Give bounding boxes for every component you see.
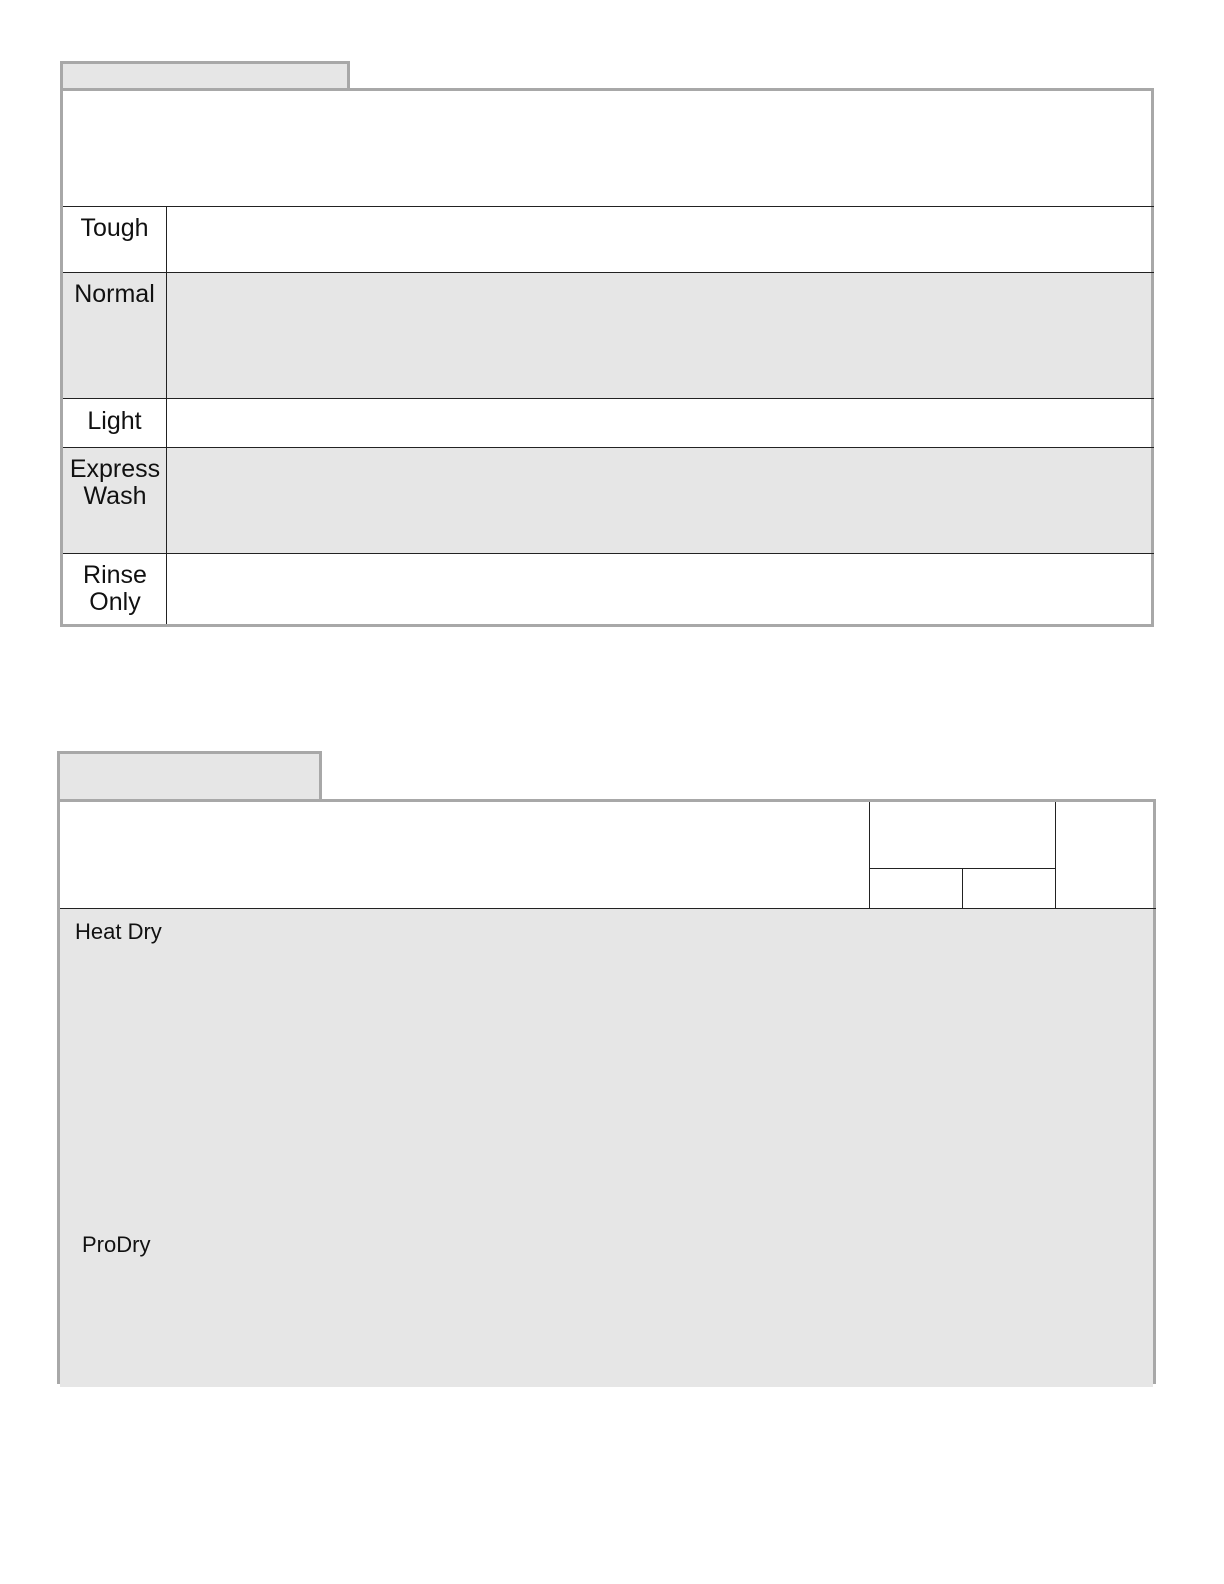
dry-option-heat-dry: Heat Dry bbox=[75, 919, 162, 944]
row-express-wash-bg bbox=[63, 447, 1151, 553]
row-divider bbox=[63, 398, 1154, 399]
dry-option-prodry: ProDry bbox=[82, 1232, 151, 1257]
cycle-name-tough: Tough bbox=[80, 214, 149, 242]
row-divider bbox=[63, 553, 1154, 554]
dry-table-header bbox=[60, 802, 868, 908]
wash-cycles-table bbox=[60, 88, 1154, 627]
dry-table-body bbox=[60, 909, 1153, 1387]
dry-table-tab bbox=[57, 751, 322, 803]
header-column-divider bbox=[869, 802, 870, 909]
cycle-name-normal: Normal bbox=[74, 280, 155, 308]
row-normal-bg bbox=[63, 272, 1151, 398]
header-subcolumn-divider bbox=[962, 868, 963, 909]
dry-options-table bbox=[57, 799, 1156, 1384]
header-column-divider bbox=[1055, 802, 1056, 909]
cycle-name-light: Light bbox=[87, 407, 142, 435]
wash-table-header bbox=[63, 91, 1151, 206]
column-divider bbox=[166, 206, 167, 624]
cycle-name-express-wash: Express Wash bbox=[69, 455, 161, 510]
wash-table-tab bbox=[60, 61, 350, 91]
cycle-name-rinse-only: Rinse Only bbox=[83, 561, 147, 616]
row-divider bbox=[63, 447, 1154, 448]
row-divider bbox=[63, 206, 1154, 207]
row-divider bbox=[63, 272, 1154, 273]
